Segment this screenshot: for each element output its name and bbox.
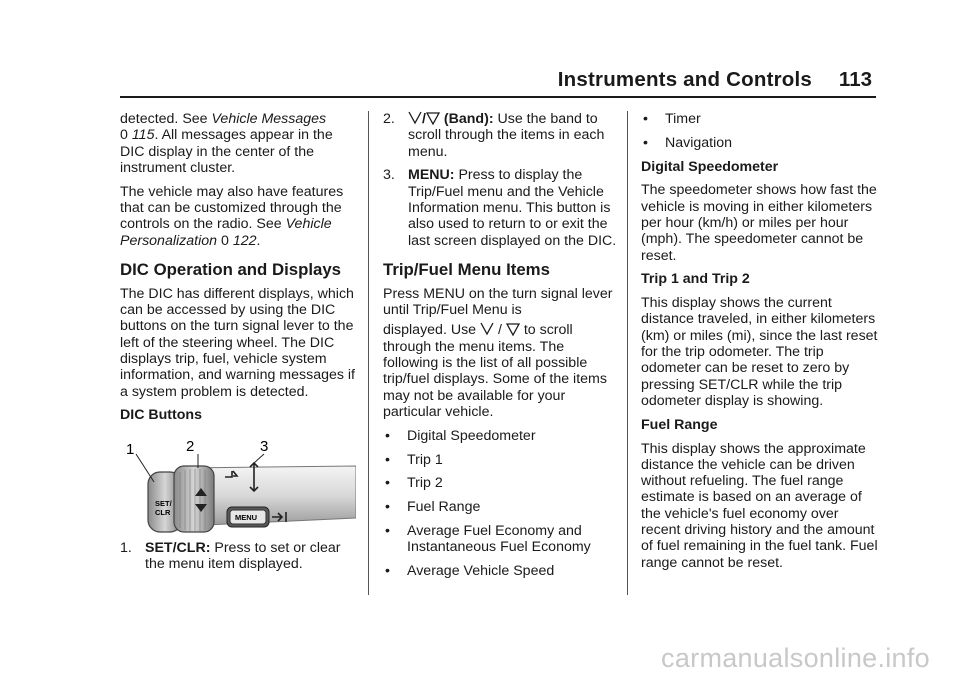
- callout-3: 3: [260, 437, 269, 455]
- band-down-icon: [506, 322, 520, 336]
- subheading-fuel-range: Fuel Range: [641, 416, 718, 433]
- subheading-dic-buttons: DIC Buttons: [120, 407, 202, 424]
- list-item: • Trip 2: [385, 475, 443, 492]
- column-divider-2: [627, 111, 628, 595]
- subheading-digital-speedometer: Digital Speedometer: [641, 158, 779, 175]
- paragraph-use-band: displayed. Use / to scroll: [383, 322, 573, 339]
- paragraph-list-intro: through the menu items. The following is the list of all possible trip/fuel displays. Some of the items may not be available for your particular vehicle.: [383, 338, 607, 420]
- band-up-icon: [480, 322, 494, 336]
- paragraph-dic-messages: detected. See Vehicle Messages 0 115. All messages appear in the DIC display in the center of the instrument cluster.: [120, 111, 333, 176]
- setclr-label-top: SET/: [155, 498, 172, 508]
- callout-2: 2: [186, 437, 195, 455]
- column-3: [641, 111, 881, 578]
- link-vehicle-messages[interactable]: Vehicle Messages: [211, 111, 327, 127]
- list-item-band: 2. / (Band): Use the band to scroll through the items in each menu.: [383, 111, 605, 160]
- column-2: [383, 111, 619, 587]
- column-divider-1: [368, 111, 369, 595]
- page-ref-115[interactable]: 115: [131, 127, 155, 144]
- paragraph-press-menu: Press MENU on the turn signal lever until Trip/Fuel Menu is: [383, 285, 613, 319]
- list-item: • Navigation: [643, 134, 733, 151]
- page-number: 113: [838, 68, 872, 91]
- page-ref-122[interactable]: 122: [232, 232, 257, 249]
- column-1: [120, 111, 358, 580]
- heading-trip-fuel: Trip/Fuel Menu Items: [383, 259, 550, 279]
- paragraph-fuel-range: This display shows the approximate distance the vehicle can be driven without refueling. The fuel range estimate is based on an average of the vehicle's fuel economy over recent driving history and the amount of fuel remaining in the fuel tank. Fuel range cannot be reset.: [641, 440, 878, 571]
- list-item: • Digital Speedometer: [385, 427, 536, 444]
- list-item: • Timer: [643, 111, 701, 127]
- setclr-label-bottom: CLR: [155, 507, 171, 517]
- band-up-icon: [408, 111, 422, 125]
- band-down-icon: [426, 111, 440, 125]
- trip-fuel-list: [383, 428, 619, 580]
- menu-label: MENU: [235, 512, 258, 522]
- header-divider: [120, 96, 876, 98]
- paragraph-speedometer: The speedometer shows how fast the vehicle is moving in either kilometers per hour (km/h) or miles per hour (mph). The speedometer cannot be reset.: [641, 182, 877, 264]
- page-ref-arrow-icon: 0: [120, 127, 128, 144]
- heading-dic-operation: DIC Operation and Displays: [120, 259, 341, 279]
- link-vehicle-personalization[interactable]: Vehicle Personalization: [120, 216, 332, 249]
- list-item: • Fuel Range: [385, 499, 481, 516]
- list-item: • Average Vehicle Speed: [385, 563, 555, 580]
- watermark: carmanualsonline.info: [661, 643, 930, 673]
- list-item-menu: 3. MENU: Press to display the Trip/Fuel menu and the Vehicle Information menu. This button is also used to return to or exit the last screen displayed on the DIC.: [383, 167, 617, 249]
- paragraph-customize: The vehicle may also have features that can be customized through the controls on the radio. See Vehicle Personalization 0 122.: [120, 183, 344, 249]
- section-title: Instruments and Controls: [557, 68, 812, 91]
- paragraph-dic-displays: The DIC has different displays, which can be accessed by using the DIC buttons on the turn signal lever to the left of the steering wheel. The DIC displays trip, fuel, vehicle system information, and warning messages if a system problem is detected.: [120, 285, 356, 400]
- page-ref-arrow-icon: 0: [220, 232, 229, 249]
- list-item: • Average Fuel Economy and Instantaneous Fuel Economy: [385, 522, 591, 556]
- subheading-trip: Trip 1 and Trip 2: [641, 271, 750, 288]
- list-item-setclr: 1. SET/CLR: Press to set or clear the menu item displayed.: [120, 539, 341, 573]
- dic-buttons-illustration: [124, 438, 356, 534]
- callout-1: 1: [126, 440, 135, 458]
- paragraph-trip: This display shows the current distance traveled, in either kilometers (km) or miles (mi), since the last reset for the trip odometer. The trip odometer can be reset to zero by pressing SET/CLR while the trip odometer display is showing.: [641, 295, 878, 409]
- list-item: • Trip 1: [385, 451, 443, 468]
